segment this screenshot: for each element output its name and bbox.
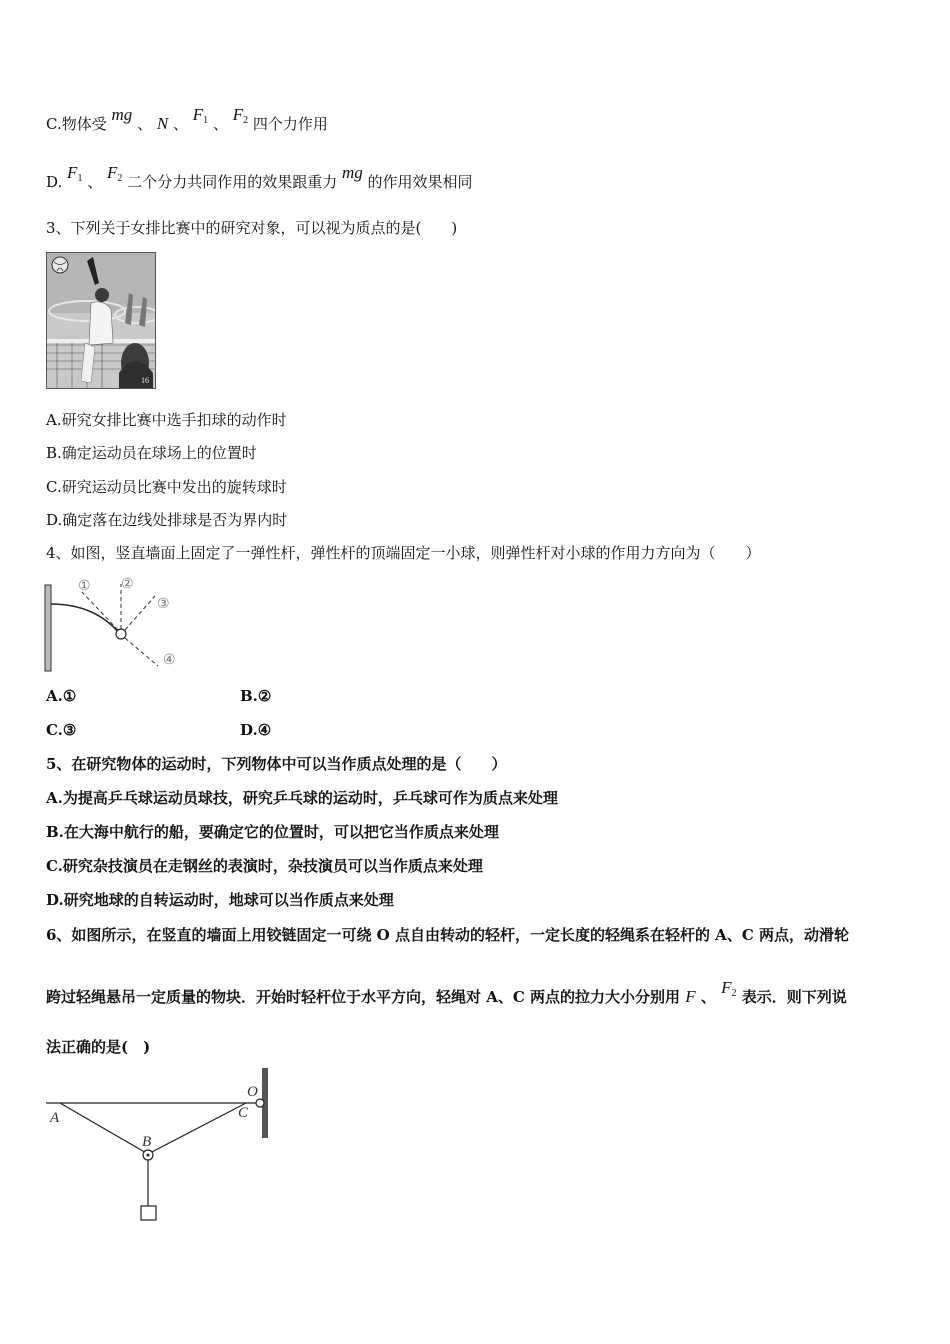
block [141,1206,156,1220]
q2-optd-prefix: D. [46,173,63,191]
volleyball-photo [46,252,156,389]
q3-stem: 3、下列关于女排比赛中的研究对象，可以视为质点的是( ) [46,219,458,237]
q2-option-d [46,163,473,198]
math-n: N [156,114,169,133]
figure-label-3: ③ [157,597,170,612]
math-f: F [685,987,696,1006]
hinge-o [256,1099,264,1107]
separator: 、 [87,173,103,191]
volleyball-photo-graphic [47,253,155,388]
subscript: 2 [731,988,737,999]
separator: 、 [700,988,716,1006]
q5-option-c: C.研究杂技演员在走钢丝的表演时，杂技演员可以当作质点来处理 [46,857,483,875]
direction-line-4 [125,638,158,666]
math-f-letter: F [192,105,204,124]
pulley-axle [147,1154,150,1157]
elastic-rod-figure [40,570,200,675]
q2-optd-middle: 二个分力共同作用的效果跟重力 [127,173,338,191]
q6-line2-suffix: 表示．则下列说 [741,988,847,1006]
q5-option-b: B.在大海中航行的船，要确定它的位置时，可以把它当作质点来处理 [46,823,499,841]
q3-option-a: A.研究女排比赛中选手扣球的动作时 [46,411,287,429]
separator: 、 [137,115,153,133]
q6-stem-line2 [46,978,847,1013]
elastic-rod [51,604,120,634]
q4-stem: 4、如图，竖直墙面上固定了一弹性杆，弹性杆的顶端固定一小球，则弹性杆对小球的作用力方向为（ ） [46,544,761,562]
q5-option-d: D.研究地球的自转运动时，地球可以当作质点来处理 [46,891,394,909]
q5-option-a: A.为提高乒乓球运动员球技，研究乒乓球的运动时，乒乓球可作为质点来处理 [46,789,558,807]
rope-right [148,1103,246,1154]
q6-line2-prefix: 跨过轻绳悬吊一定质量的物块．开始时轻杆位于水平方向，轻绳对 A、C 两点的拉力大小分别用 [46,988,681,1006]
figure-label-1: ① [78,579,91,594]
q2-optc-prefix: C.物体受 [46,115,107,133]
q4-option-c: C.③ [46,721,77,739]
small-ball [116,629,126,639]
separator: 、 [212,115,228,133]
label-c: C [238,1105,249,1121]
subscript: 1 [77,173,83,184]
math-f1 [67,163,82,182]
math-mg: mg [111,105,133,124]
q3-option-b: B.确定运动员在球场上的位置时 [46,444,257,462]
q6-stem-line3: 法正确的是( ) [46,1038,151,1056]
wall [45,585,51,671]
pulley-rod-figure [40,1062,280,1232]
q2-option-c [46,105,328,140]
q3-option-d: D.确定落在边线处排球是否为界内时 [46,511,288,529]
math-f2 [233,105,248,124]
math-f2 [107,163,122,182]
math-f-letter: F [721,978,732,997]
svg-text:16: 16 [141,376,149,385]
separator: 、 [172,115,188,133]
q4-option-b: B.② [240,687,272,705]
subscript: 1 [203,115,209,126]
math-f1 [193,105,208,124]
q4-option-a: A.① [46,687,77,705]
subscript: 2 [117,173,123,184]
math-mg: mg [341,163,363,182]
label-b: B [142,1134,152,1150]
q2-optc-suffix: 四个力作用 [252,115,328,133]
math-f-letter: F [67,163,78,182]
figure-label-2: ② [121,577,134,592]
q4-option-d: D.④ [240,721,272,739]
math-f-letter: F [232,105,244,124]
rope-left [60,1103,148,1154]
math-f2 [721,978,736,997]
q2-optd-suffix: 的作用效果相同 [367,173,473,191]
q6-stem-line1: 6、如图所示，在竖直的墙面上用铰链固定一可绕 O 点自由转动的轻杆，一定长度的轻绳系在轻杆的 A、C 两点，动滑轮 [46,926,849,944]
figure-label-4: ④ [163,653,176,668]
math-f-letter: F [107,163,118,182]
direction-line-3 [125,596,155,630]
label-o: O [247,1084,258,1100]
q3-option-c: C.研究运动员比赛中发出的旋转球时 [46,478,287,496]
q5-stem: 5、在研究物体的运动时，下列物体中可以当作质点处理的是（ ） [46,755,507,773]
label-a: A [50,1110,60,1126]
subscript: 2 [243,115,249,126]
